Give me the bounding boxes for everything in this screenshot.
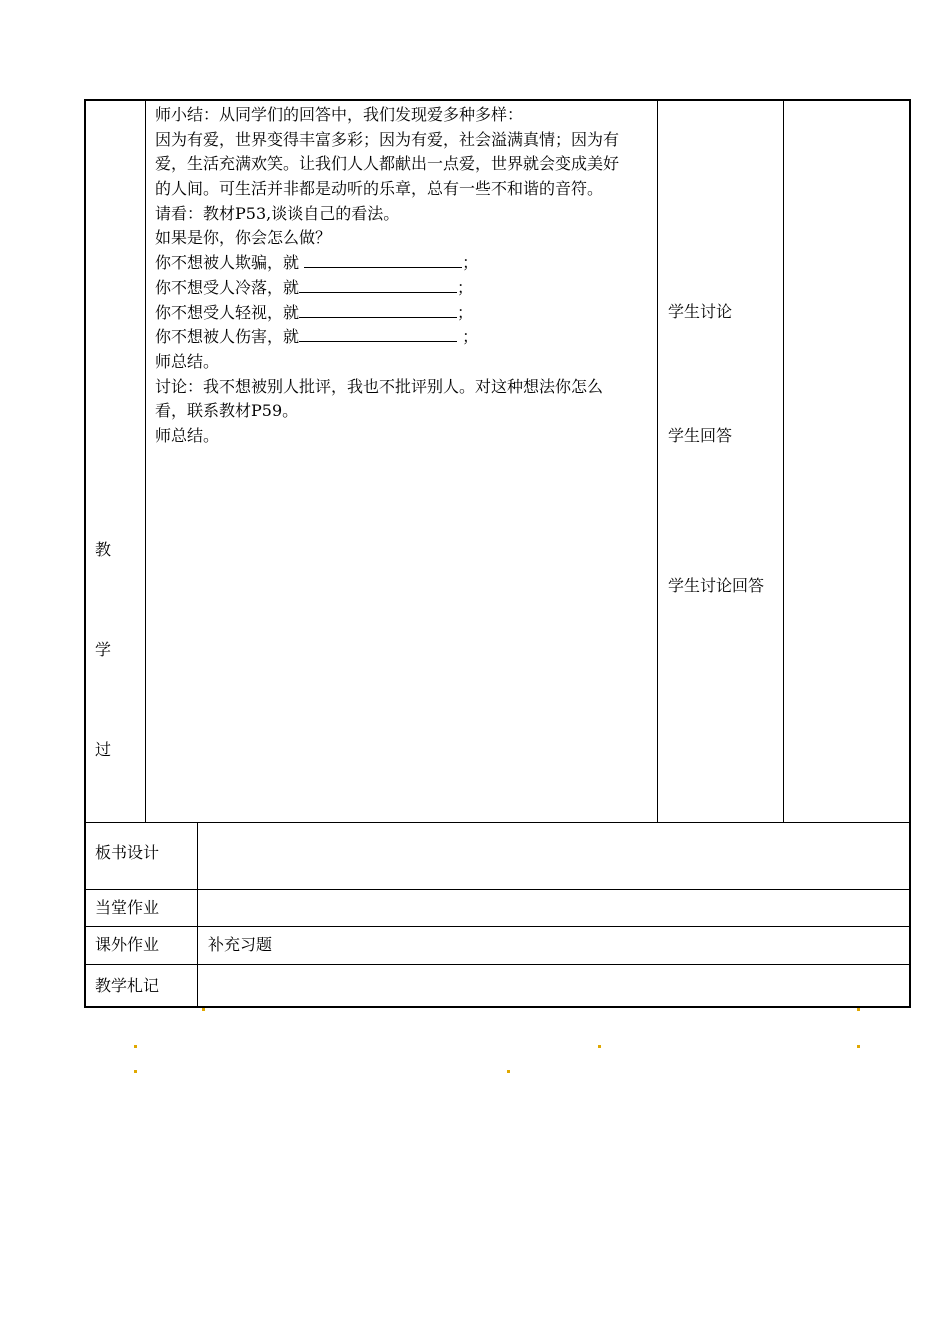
- table-bottom-border: [84, 1006, 911, 1008]
- section-divider: [84, 822, 911, 823]
- content-line: 师小结：从同学们的回答中，我们发现爱多种多样：: [155, 105, 524, 124]
- content-line: 看，联系教材P59。: [155, 401, 299, 421]
- fill-prefix: 你不想受人冷落，就: [155, 277, 300, 297]
- table-top-border: [84, 99, 911, 101]
- student-activity-answer: 学生回答: [668, 426, 733, 445]
- fill-in-line: [155, 325, 655, 350]
- fill-prefix: 你不想受人轻视，就: [155, 302, 300, 322]
- content-line: 师总结。: [155, 425, 220, 445]
- teaching-notes-label: 教学札记: [95, 976, 160, 995]
- answer-blank: [299, 327, 457, 342]
- fill-in-line: [155, 251, 655, 276]
- column-divider-3: [783, 99, 784, 823]
- scan-mark: [202, 1008, 205, 1011]
- fill-suffix: ；: [457, 302, 474, 322]
- answer-blank: [304, 253, 462, 268]
- vertical-label-char-2: 学: [95, 640, 112, 659]
- content-line: 爱，生活充满欢笑。让我们人人都献出一点爱，世界就会变成美好: [155, 154, 620, 174]
- row-divider-2: [84, 926, 911, 927]
- scan-mark: [134, 1070, 137, 1073]
- class-homework-label: 当堂作业: [95, 898, 160, 917]
- extra-homework-label: 课外作业: [95, 935, 160, 954]
- scan-mark: [857, 1045, 860, 1048]
- vertical-label-char-1: 教: [95, 540, 112, 559]
- content-line: 因为有爱，世界变得丰富多彩；因为有爱，社会溢满真情；因为有: [155, 129, 620, 149]
- content-line: 的人间。可生活并非都是动听的乐章，总有一些不和谐的音符。: [155, 179, 604, 199]
- row-divider-3: [84, 964, 911, 965]
- scan-mark: [507, 1070, 510, 1073]
- scan-mark: [134, 1045, 137, 1048]
- board-design-label: 板书设计: [95, 843, 160, 862]
- fill-suffix: ；: [457, 277, 474, 297]
- fill-in-line: [155, 276, 655, 301]
- content-line: 师总结。: [155, 351, 220, 371]
- student-activity-discuss: 学生讨论: [668, 302, 733, 321]
- content-line: 请看：教材P53,谈谈自己的看法。: [155, 203, 400, 223]
- fill-suffix: ；: [462, 253, 479, 273]
- answer-blank: [299, 303, 457, 318]
- table-right-border: [909, 99, 911, 1008]
- column-divider-1: [145, 99, 146, 823]
- fill-prefix: 你不想被人伤害，就: [155, 327, 300, 347]
- extra-homework-value: 补充习题: [208, 935, 273, 954]
- row-divider-1: [84, 889, 911, 890]
- scan-mark: [857, 1008, 860, 1011]
- vertical-label-char-3: 过: [95, 740, 112, 759]
- fill-suffix: ；: [457, 327, 479, 347]
- student-activity-discuss-answer: 学生讨论回答: [668, 576, 765, 595]
- column-divider-2: [657, 99, 658, 823]
- answer-blank: [299, 278, 457, 293]
- table-left-border: [84, 99, 86, 1008]
- scan-mark: [598, 1045, 601, 1048]
- teaching-content: [155, 103, 655, 449]
- bottom-label-divider: [197, 822, 198, 1008]
- fill-prefix: 你不想被人欺骗，就: [155, 253, 305, 273]
- fill-in-line: [155, 301, 655, 326]
- content-line: 如果是你，你会怎么做？: [155, 228, 332, 248]
- content-line: 讨论：我不想被别人批评，我也不批评别人。对这种想法你怎么: [155, 376, 604, 396]
